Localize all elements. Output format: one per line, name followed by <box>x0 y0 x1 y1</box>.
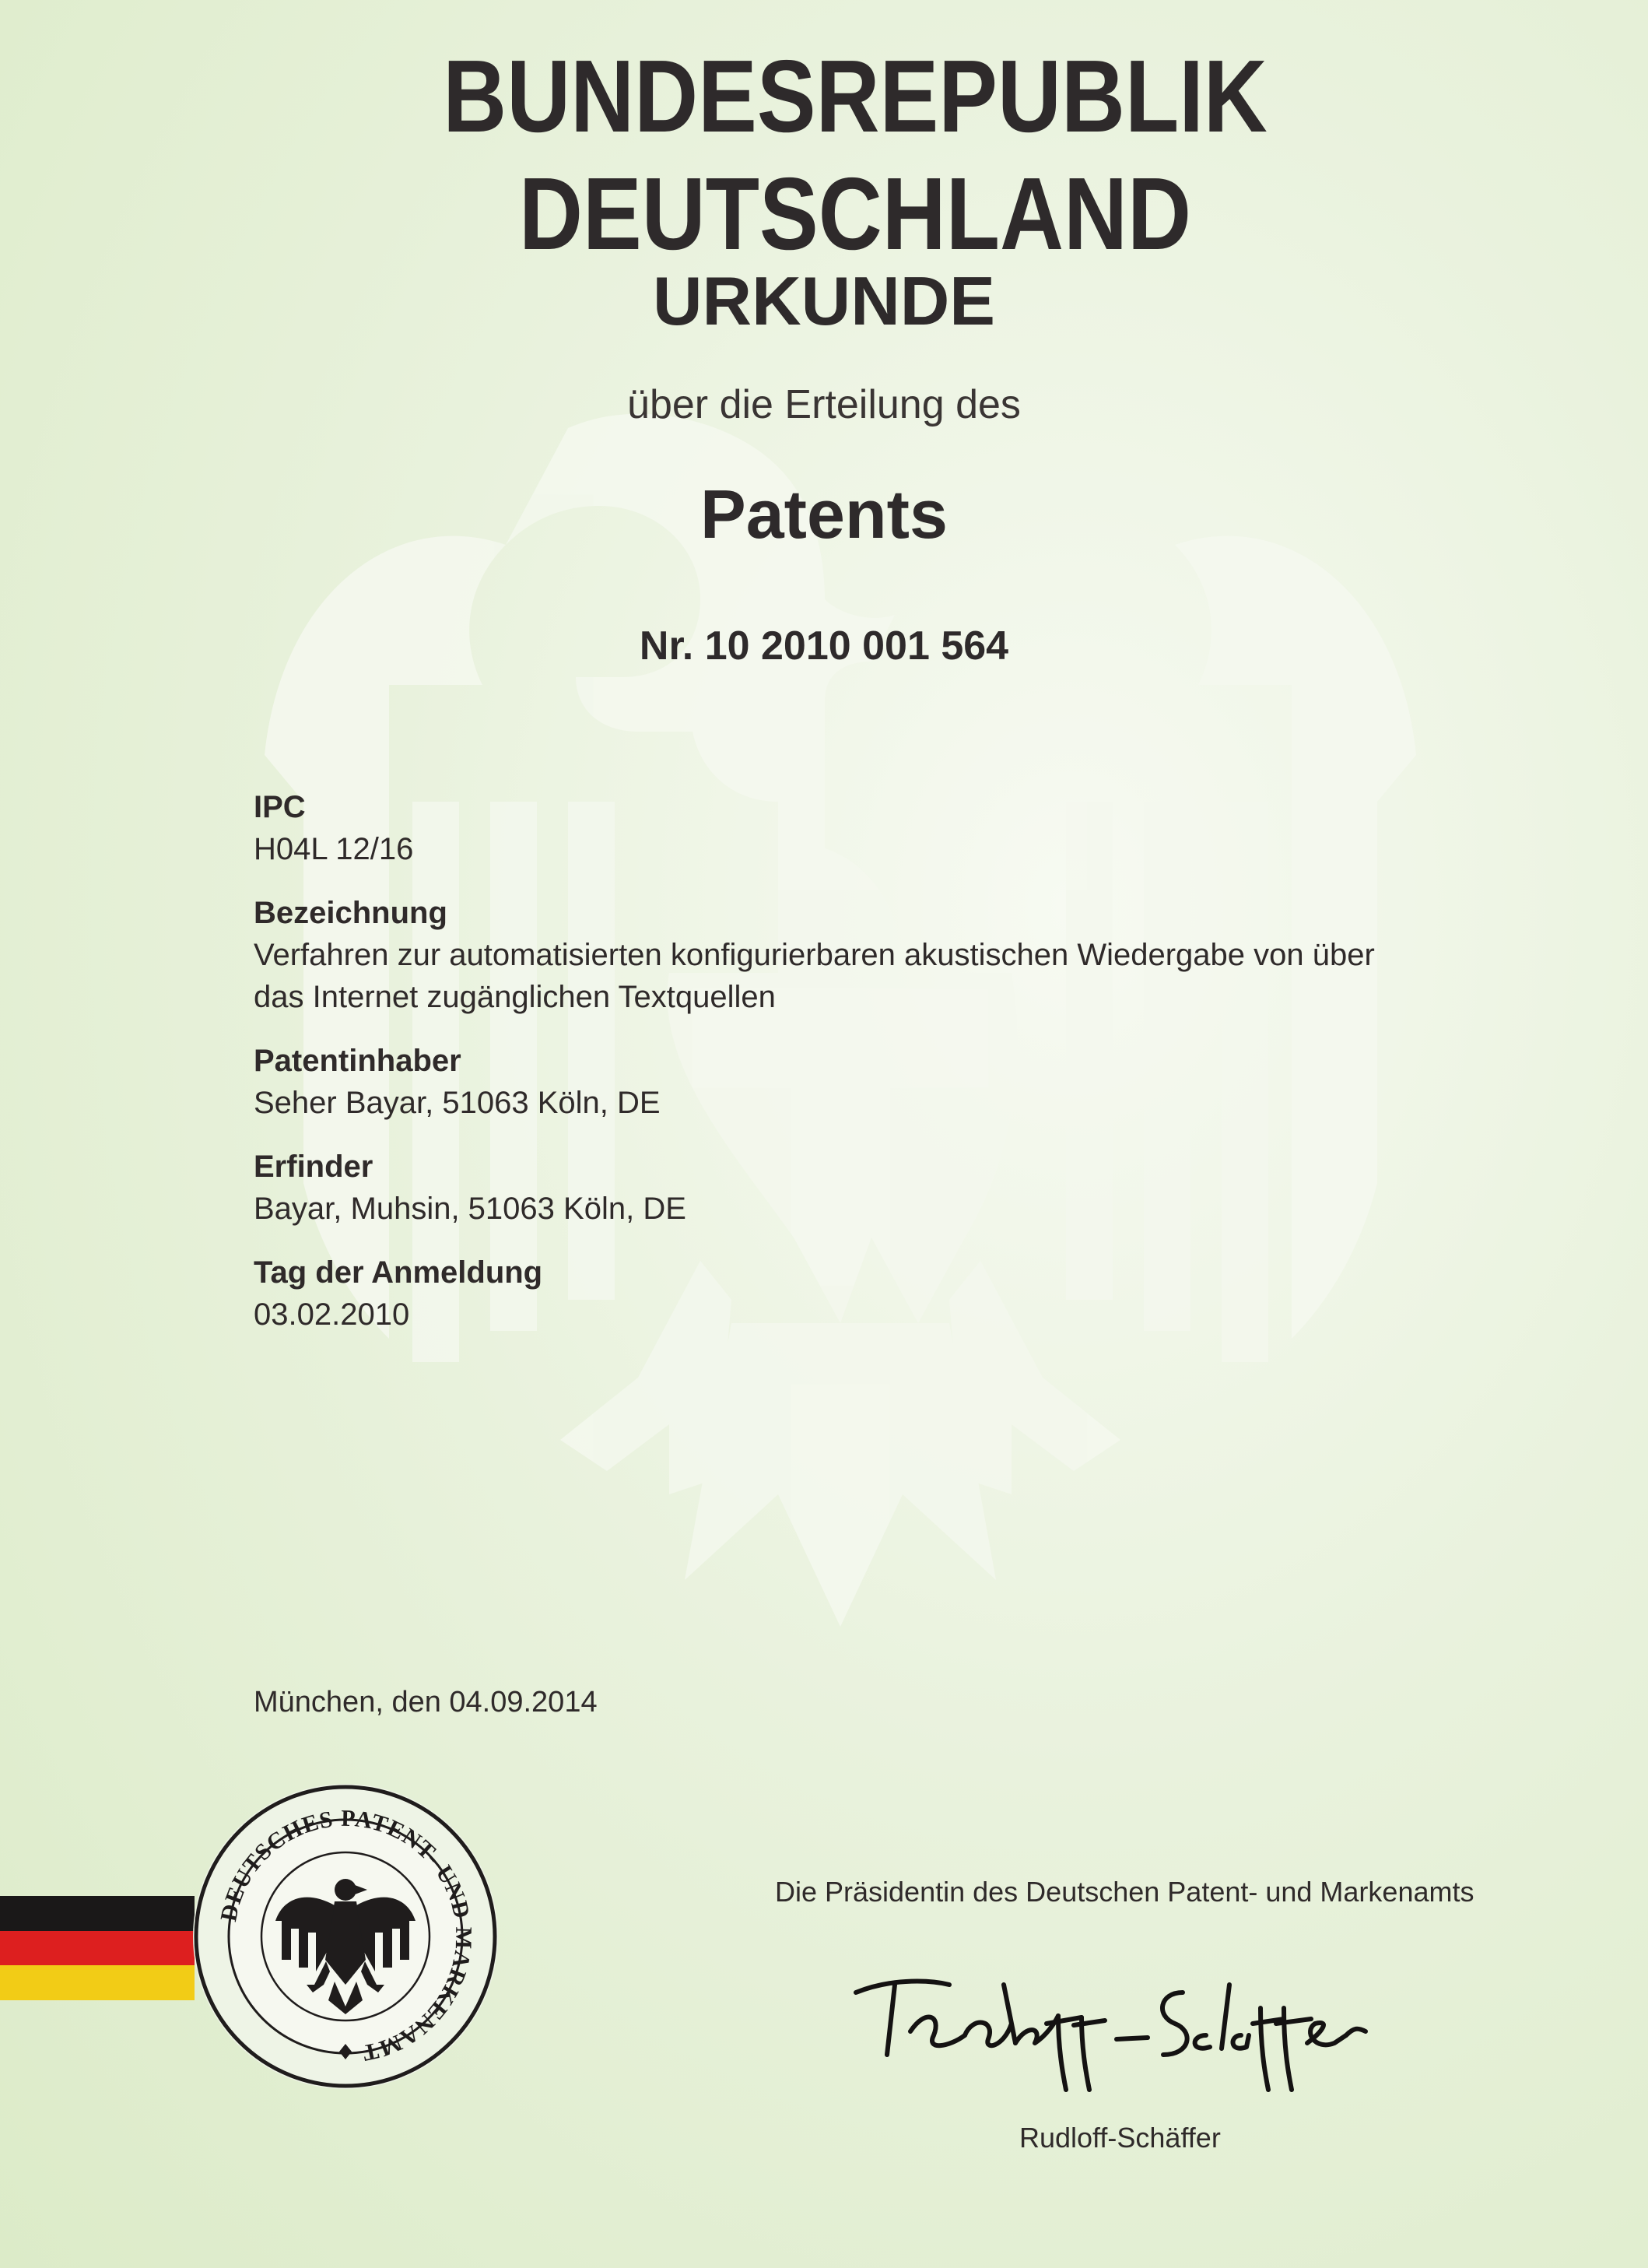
document-title: URKUNDE <box>653 262 995 339</box>
patent-details <box>254 786 1499 1357</box>
field-value: Seher Bayar, 51063 Köln, DE <box>254 1086 661 1120</box>
field-value: 03.02.2010 <box>254 1297 410 1332</box>
field-label: Tag der Anmeldung <box>254 1255 543 1290</box>
german-flag-stripe <box>0 1896 195 2000</box>
handwritten-signature-icon <box>848 1961 1377 2101</box>
field-label: Erfinder <box>254 1150 373 1184</box>
document-subtitle: über die Erteilung des <box>627 382 1021 427</box>
field-tag-der-anmeldung <box>254 1252 1499 1336</box>
field-bezeichnung <box>254 892 1499 1018</box>
seal-text: DEUTSCHES PATENT- UND MARKENAMT <box>216 1805 477 2066</box>
dpma-seal-icon <box>190 1781 501 2092</box>
field-label: Bezeichnung <box>254 896 447 930</box>
patent-number: Nr. 10 2010 001 564 <box>639 623 1009 669</box>
field-label: Patentinhaber <box>254 1044 461 1078</box>
field-erfinder <box>254 1146 1499 1230</box>
field-value: Bayar, Muhsin, 51063 Köln, DE <box>254 1192 686 1226</box>
place-date: München, den 04.09.2014 <box>254 1686 598 1719</box>
signatory-title: Die Präsidentin des Deutschen Patent- und Markenamts <box>775 1876 1474 1908</box>
field-value: Verfahren zur automatisierten konfigurierbaren akustischen Wiedergabe von über das Internet zugänglichen Textquellen <box>254 938 1375 1014</box>
field-patentinhaber <box>254 1040 1499 1124</box>
country-heading: BUNDESREPUBLIK DEUTSCHLAND <box>443 39 1268 271</box>
document-type: Patents <box>700 476 948 553</box>
flag-red-stripe <box>0 1931 195 1966</box>
flag-black-stripe <box>0 1896 195 1931</box>
flag-gold-stripe <box>0 1965 195 2000</box>
field-label: IPC <box>254 790 306 824</box>
field-value: H04L 12/16 <box>254 832 414 866</box>
field-ipc <box>254 786 1499 870</box>
signatory-name: Rudloff-Schäffer <box>1019 2122 1221 2154</box>
